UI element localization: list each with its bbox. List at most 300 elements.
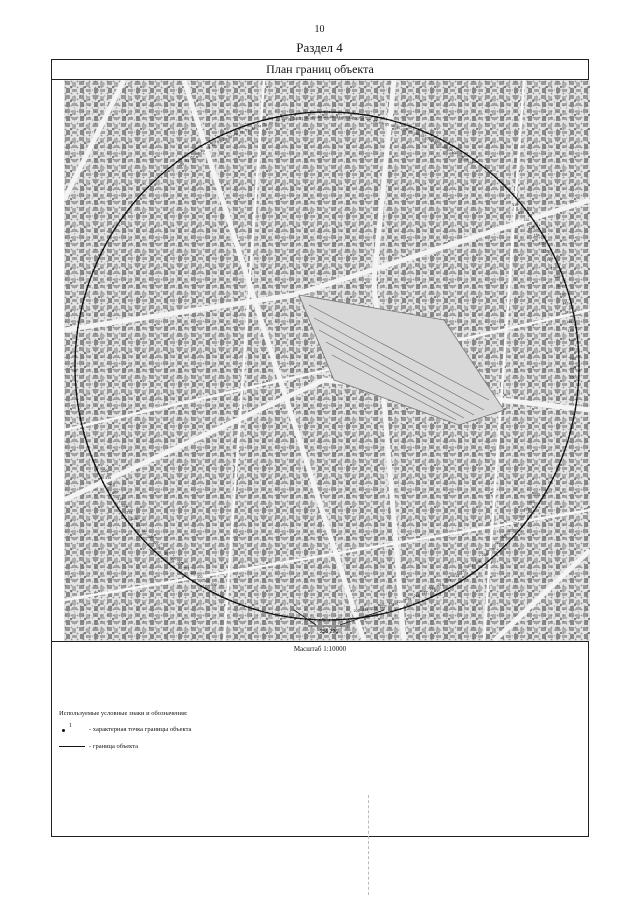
boundary-point	[574, 408, 576, 410]
boundary-point	[77, 404, 79, 406]
boundary-point	[376, 614, 378, 616]
boundary-point	[541, 232, 543, 234]
boundary-point	[352, 618, 354, 620]
boundary-point	[563, 280, 565, 282]
boundary-point	[83, 432, 85, 434]
boundary-point	[338, 619, 340, 621]
boundary-point	[319, 619, 321, 621]
legend-label-line: - граница объекта	[89, 742, 139, 750]
boundary-point	[239, 604, 241, 606]
boundary-point	[92, 460, 94, 462]
boundary-point	[521, 526, 523, 528]
boundary-point	[209, 141, 211, 143]
boundary-point	[305, 112, 307, 114]
boundary-point	[154, 551, 156, 553]
boundary-point	[309, 112, 311, 114]
boundary-point	[371, 115, 373, 117]
boundary-point	[409, 605, 411, 607]
boundary-point	[188, 153, 190, 155]
boundary-point	[74, 360, 76, 362]
boundary-point	[333, 111, 335, 113]
boundary-point-label: 205	[507, 528, 514, 533]
boundary-point-label: 84	[317, 115, 322, 120]
boundary-point	[78, 408, 80, 410]
boundary-point-label: 92	[366, 118, 371, 123]
boundary-point	[444, 141, 446, 143]
boundary-point	[538, 502, 540, 504]
boundary-point-label: 147	[569, 347, 576, 352]
boundary-point	[524, 208, 526, 210]
boundary-point-label: 133	[528, 225, 535, 230]
boundary-point-label: 222	[379, 604, 386, 609]
boundary-point	[109, 494, 111, 496]
boundary-point-label: 310	[146, 535, 153, 539]
boundary-point-label: 320	[101, 469, 108, 473]
boundary-point	[184, 155, 186, 157]
boundary-point	[395, 610, 397, 612]
boundary-point	[574, 317, 576, 319]
boundary-point-label: 311	[141, 529, 148, 534]
boundary-point	[74, 375, 76, 377]
boundary-point	[230, 130, 232, 132]
boundary-point	[184, 575, 186, 577]
boundary-point	[460, 580, 462, 582]
boundary-point	[524, 522, 526, 524]
boundary-point-label: 63	[195, 152, 200, 157]
boundary-point	[460, 150, 462, 152]
boundary-point	[568, 437, 570, 439]
boundary-point	[431, 134, 433, 136]
boundary-point	[107, 490, 109, 492]
boundary-point	[488, 170, 490, 172]
boundary-point	[498, 551, 500, 553]
fold-mark	[368, 795, 369, 895]
boundary-point-label: 93	[372, 119, 377, 124]
scale-label: Масштаб 1:10000	[293, 645, 347, 653]
boundary-point-label: 105	[441, 144, 447, 149]
boundary-point	[435, 136, 437, 138]
boundary-point-label: 80	[293, 117, 298, 122]
boundary-point	[560, 271, 562, 273]
boundary-point	[79, 317, 81, 319]
boundary-point	[286, 616, 288, 618]
boundary-point-label: 150	[569, 375, 576, 380]
boundary-point	[87, 284, 89, 286]
boundary-point	[300, 113, 302, 115]
boundary-point	[577, 394, 579, 396]
boundary-point	[343, 619, 345, 621]
boundary-point	[267, 612, 269, 614]
boundary-point-label: 315	[121, 503, 128, 508]
boundary-point	[276, 116, 278, 118]
boundary-point	[533, 511, 535, 513]
boundary-point-label: 302	[196, 575, 203, 580]
boundary-point	[257, 610, 259, 612]
boundary-point	[381, 613, 383, 615]
boundary-point	[140, 537, 142, 539]
boundary-point	[530, 216, 532, 218]
boundary-point	[329, 619, 331, 621]
boundary-point	[562, 275, 564, 277]
aerial-map	[64, 80, 590, 641]
boundary-point	[426, 598, 428, 600]
boundary-point-label: 301	[203, 579, 210, 584]
boundary-point	[573, 312, 575, 314]
boundary-point-label: 146	[568, 338, 575, 343]
boundary-point	[165, 560, 167, 562]
boundary-point	[554, 257, 556, 259]
boundary-point	[480, 566, 482, 568]
boundary-point-label: 141	[559, 292, 566, 297]
boundary-point-label: 110	[467, 161, 473, 166]
boundary-point	[484, 563, 486, 565]
boundary-point-label: 66	[211, 142, 216, 147]
boundary-point	[235, 602, 237, 604]
boundary-point	[577, 341, 579, 343]
boundary-point	[75, 384, 77, 386]
boundary-point-label: 219	[405, 597, 412, 602]
boundary-point-label: 223	[371, 606, 378, 611]
boundary-point-label: 206	[501, 534, 508, 539]
boundary-point	[418, 128, 420, 130]
boundary-point	[576, 331, 578, 333]
boundary-point	[314, 111, 316, 113]
boundary-point	[77, 327, 79, 329]
boundary-point	[204, 143, 206, 145]
boundary-point	[431, 596, 433, 598]
boundary-point	[188, 578, 190, 580]
boundary-point	[509, 540, 511, 542]
boundary-point-label: 308	[158, 546, 165, 551]
boundary-point	[348, 112, 350, 114]
boundary-point	[78, 322, 80, 324]
boundary-point-label: 65	[206, 145, 211, 150]
boundary-point-label: 87	[336, 115, 341, 120]
boundary-point	[426, 132, 428, 134]
boundary-point	[168, 167, 170, 169]
boundary-point	[390, 119, 392, 121]
boundary-point	[550, 249, 552, 251]
boundary-point	[556, 468, 558, 470]
boundary-point-label: 61	[185, 158, 190, 163]
boundary-point	[82, 427, 84, 429]
boundary-point	[217, 136, 219, 138]
boundary-point	[552, 253, 554, 255]
boundary-point	[192, 150, 194, 152]
boundary-point-label: 95	[384, 122, 389, 127]
boundary-point	[577, 336, 579, 338]
boundary-point	[568, 294, 570, 296]
boundary-point	[444, 590, 446, 592]
boundary-point	[543, 236, 545, 238]
boundary-point-label: 103	[430, 139, 437, 144]
boundary-point	[386, 612, 388, 614]
boundary-point	[367, 114, 369, 116]
boundary-point	[518, 530, 520, 532]
boundary-point-label: 82	[305, 115, 310, 120]
boundary-point	[248, 607, 250, 609]
boundary-point-label: 68	[222, 137, 227, 142]
boundary-point	[230, 600, 232, 602]
boundary-point-label: 79	[287, 117, 292, 122]
boundary-point	[409, 125, 411, 127]
boundary-point-label: 208	[488, 547, 495, 552]
boundary-point-label: 224	[362, 608, 369, 612]
boundary-point	[575, 404, 577, 406]
boundary-point-label: 312	[136, 523, 143, 528]
boundary-point	[533, 220, 535, 222]
boundary-point	[180, 158, 182, 160]
boundary-point	[578, 380, 580, 382]
boundary-point-label: 200	[533, 492, 540, 497]
boundary-point	[226, 598, 228, 600]
boundary-point	[338, 111, 340, 113]
boundary-point-label: 69	[228, 135, 233, 139]
boundary-point	[472, 158, 474, 160]
boundary-point-label: 78	[281, 119, 286, 123]
document-frame	[51, 59, 589, 837]
boundary-point	[98, 473, 100, 475]
legend-title: Используемые условные знаки и обозначения:	[59, 710, 188, 717]
boundary-point	[100, 477, 102, 479]
boundary-point	[281, 615, 283, 617]
boundary-point-label: 138	[550, 266, 557, 271]
boundary-point	[213, 138, 215, 140]
boundary-point	[79, 413, 81, 415]
boundary-point	[75, 380, 77, 382]
boundary-point-label: 90	[354, 116, 359, 121]
boundary-point	[567, 441, 569, 443]
boundary-point	[144, 190, 146, 192]
boundary-point	[560, 460, 562, 462]
boundary-point	[226, 132, 228, 134]
boundary-point	[209, 590, 211, 592]
boundary-point-label: 101	[418, 134, 425, 139]
boundary-point-label: 91	[360, 117, 365, 122]
boundary-point-label: 96	[390, 124, 395, 128]
boundary-point	[548, 486, 550, 488]
legend-item-point	[59, 723, 191, 735]
boundary-point	[217, 594, 219, 596]
boundary-point	[381, 117, 383, 119]
boundary-point	[89, 451, 91, 453]
boundary-point	[578, 365, 580, 367]
boundary-point	[235, 128, 237, 130]
page-number: 10	[314, 24, 325, 35]
boundary-point	[128, 208, 130, 210]
boundary-point	[476, 161, 478, 163]
boundary-point	[92, 271, 94, 273]
boundary-point	[84, 294, 86, 296]
boundary-point	[324, 619, 326, 621]
boundary-point-label: 70	[233, 132, 238, 137]
boundary-point	[176, 161, 178, 163]
boundary-point	[422, 130, 424, 132]
boundary-point	[578, 355, 580, 357]
boundary-point	[577, 346, 579, 348]
boundary-point	[168, 563, 170, 565]
boundary-point-label: 76	[269, 121, 274, 126]
boundary-point	[83, 298, 85, 300]
boundary-point	[521, 204, 523, 206]
boundary-point	[577, 384, 579, 386]
boundary-point	[569, 298, 571, 300]
boundary-point	[89, 280, 91, 282]
boundary-point	[161, 173, 163, 175]
boundary-point	[448, 587, 450, 589]
boundary-point	[352, 113, 354, 115]
boundary-point	[550, 482, 552, 484]
boundary-point	[75, 389, 77, 391]
boundary-point	[200, 145, 202, 147]
boundary-point	[90, 455, 92, 457]
boundary-point	[562, 455, 564, 457]
boundary-point	[480, 164, 482, 166]
boundary-point	[98, 257, 100, 259]
boundary-point	[114, 228, 116, 230]
boundary-point	[114, 502, 116, 504]
boundary-point-label: 108	[456, 154, 463, 159]
boundary-line-icon	[59, 741, 85, 751]
boundary-point-label: 86	[330, 115, 335, 120]
boundary-point	[472, 572, 474, 574]
boundary-point	[484, 167, 486, 169]
boundary-point-label: 304	[183, 566, 190, 571]
boundary-point	[376, 116, 378, 118]
boundary-point	[546, 490, 548, 492]
boundary-point	[196, 148, 198, 150]
boundary-point	[262, 119, 264, 121]
boundary-point	[161, 557, 163, 559]
boundary-point-label: 99	[408, 129, 413, 134]
boundary-point	[248, 124, 250, 126]
boundary-point-label: 142	[562, 301, 569, 306]
boundary-point-label: 305	[176, 561, 183, 566]
boundary-point	[117, 224, 119, 226]
boundary-point	[435, 594, 437, 596]
boundary-point	[147, 186, 149, 188]
boundary-point	[80, 418, 82, 420]
boundary-point	[192, 580, 194, 582]
boundary-point	[200, 585, 202, 587]
boundary-point	[134, 530, 136, 532]
boundary-point	[147, 544, 149, 546]
boundary-point-label: 130	[512, 203, 519, 208]
boundary-point-label: 221	[388, 602, 395, 607]
boundary-point	[495, 176, 497, 178]
boundary-point-label: 97	[396, 125, 401, 130]
boundary-point	[76, 399, 78, 401]
boundary-point	[452, 585, 454, 587]
legend	[59, 710, 191, 757]
boundary-point	[154, 180, 156, 182]
boundary-point	[536, 224, 538, 226]
boundary-point-label: 317	[112, 490, 119, 495]
boundary-point-label: 75	[263, 123, 268, 127]
legend-item-line	[59, 740, 191, 752]
boundary-point	[395, 121, 397, 123]
legend-label-point: - характерная точка границы объекта	[89, 725, 192, 733]
boundary-point	[262, 611, 264, 613]
boundary-point	[180, 572, 182, 574]
boundary-point-label: 135	[538, 241, 545, 246]
boundary-point	[176, 569, 178, 571]
boundary-point	[386, 118, 388, 120]
boundary-point	[244, 605, 246, 607]
boundary-point	[319, 111, 321, 113]
boundary-point	[158, 176, 160, 178]
boundary-point-label: 81	[299, 116, 304, 121]
boundary-point-label: 201	[529, 500, 535, 505]
boundary-point	[158, 554, 160, 556]
boundary-point	[456, 583, 458, 585]
boundary-point	[87, 446, 89, 448]
boundary-point	[151, 547, 153, 549]
boundary-point	[570, 427, 572, 429]
boundary-point	[464, 153, 466, 155]
boundary-point	[257, 121, 259, 123]
boundary-point-label: 211	[468, 564, 474, 569]
boundary-point-label: 72	[245, 128, 250, 133]
boundary-point	[565, 284, 567, 286]
boundary-point	[276, 614, 278, 616]
boundary-point	[76, 394, 78, 396]
boundary-point	[362, 114, 364, 116]
boundary-point	[102, 482, 104, 484]
boundary-point-label: 313	[131, 516, 137, 521]
boundary-point	[538, 228, 540, 230]
boundary-point	[578, 375, 580, 377]
boundary-point	[439, 138, 441, 140]
boundary-point	[329, 111, 331, 113]
boundary-point	[140, 193, 142, 195]
boundary-point	[76, 331, 78, 333]
boundary-point	[271, 613, 273, 615]
boundary-point	[75, 341, 77, 343]
boundary-point	[488, 560, 490, 562]
boundary-point	[82, 303, 84, 305]
boundary-point-label: 106	[446, 147, 453, 152]
boundary-point	[502, 547, 504, 549]
boundary-point-label: 88	[342, 115, 347, 120]
boundary-point	[527, 518, 529, 520]
boundary-point	[172, 164, 174, 166]
point-marker-number: 1	[69, 723, 72, 729]
boundary-point-label: 77	[275, 120, 280, 125]
boundary-point-label: 149	[570, 366, 576, 371]
boundary-point-label: 215	[437, 582, 444, 587]
boundary-point	[567, 289, 569, 291]
boundary-point	[574, 413, 576, 415]
boundary-point	[572, 308, 574, 310]
boundary-point-label: 148	[569, 356, 576, 361]
boundary-point	[75, 351, 77, 353]
boundary-point	[244, 125, 246, 127]
boundary-point-label: 132	[523, 217, 530, 222]
boundary-point	[314, 619, 316, 621]
boundary-point-label: 314	[126, 510, 133, 515]
boundary-point	[75, 346, 77, 348]
boundary-point	[253, 608, 255, 610]
boundary-point	[90, 275, 92, 277]
boundary-point	[80, 312, 82, 314]
boundary-point	[578, 370, 580, 372]
boundary-point	[418, 602, 420, 604]
boundary-point-label: 143	[564, 310, 571, 315]
boundary-point-label: 213	[453, 574, 460, 579]
boundary-point	[448, 143, 450, 145]
boundary-point-label: 210	[475, 558, 481, 563]
